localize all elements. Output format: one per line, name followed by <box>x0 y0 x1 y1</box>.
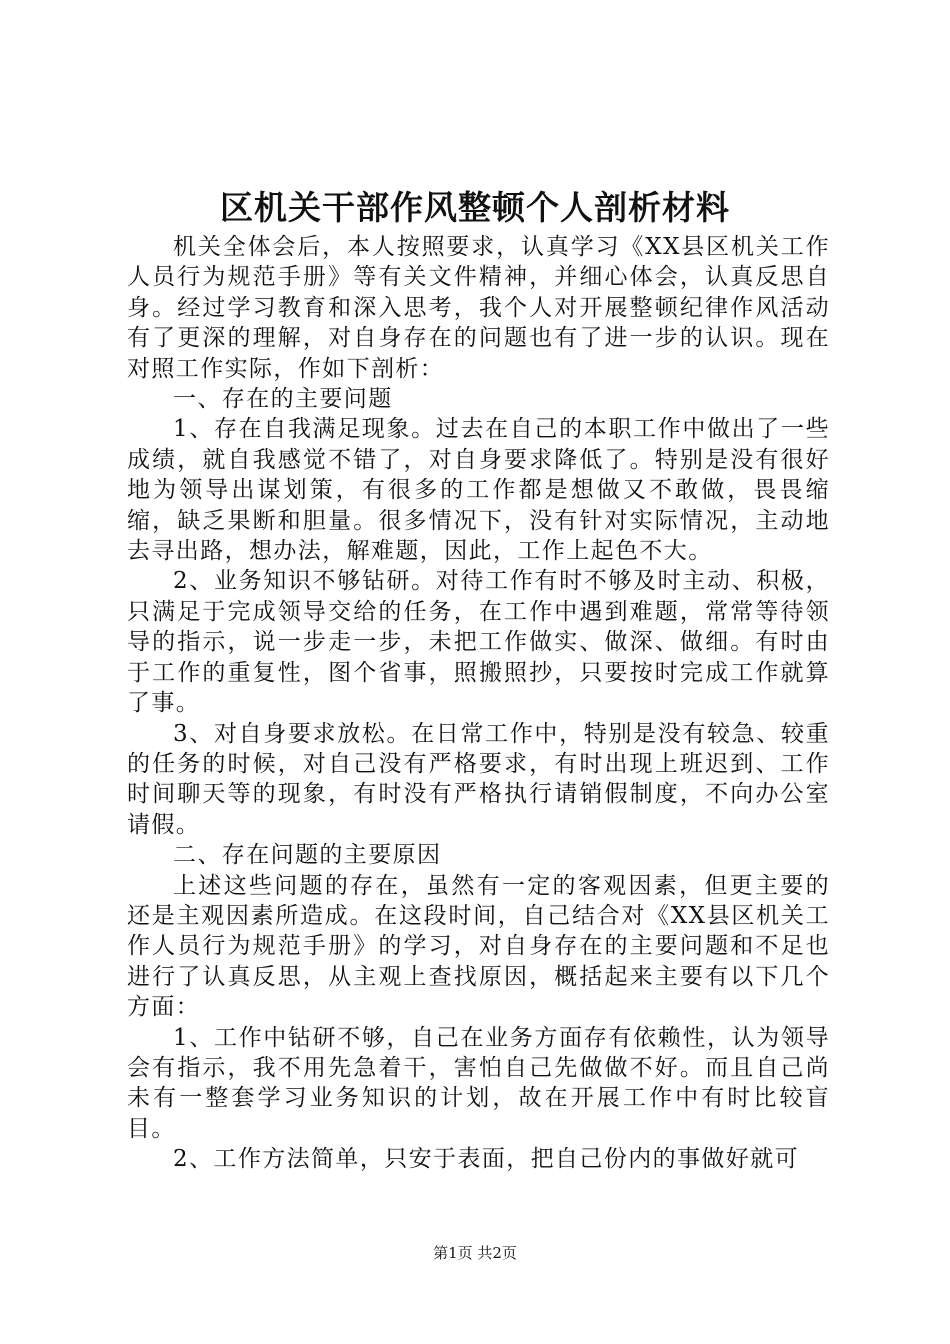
paragraph-problem-3: 3、对自身要求放松。在日常工作中，特别是没有较急、较重的任务的时候，对自己没有严格要求，有时出现上班迟到、工作时间聊天等的现象，有时没有严格执行请销假制度，不向办公室请假。 <box>127 720 830 838</box>
paragraph-cause-1: 1、工作中钻研不够，自己在业务方面存有依赖性，认为领导会有指示，我不用先急着干，害怕自己先做做不好。而且自己尚未有一整套学习业务知识的计划，故在开展工作中有时比较盲目。 <box>127 1024 830 1142</box>
paragraph-causes-intro: 上述这些问题的存在，虽然有一定的客观因素，但更主要的还是主观因素所造成。在这段时间，自己结合对《XX县区机关工作人员行为规范手册》的学习，对自身存在的主要问题和不足也进行了认真反思，从主观上查找原因，概括起来主要有以下几个方面： <box>127 872 830 1021</box>
document-title: 区机关干部作风整顿个人剖析材料 <box>220 188 730 227</box>
page-number-footer: 第1页 共2页 <box>433 1244 517 1262</box>
document-body <box>127 232 830 1175</box>
paragraph-intro: 机关全体会后，本人按照要求，认真学习《XX县区机关工作人员行为规范手册》等有关文件精神，并细心体会，认真反思自身。经过学习教育和深入思考，我个人对开展整顿纪律作风活动有了更深的理解，对自身存在的问题也有了进一步的认识。现在对照工作实际，作如下剖析： <box>127 234 830 382</box>
section-heading-causes: 二、存在问题的主要原因 <box>173 842 442 869</box>
paragraph-problem-1: 1、存在自我满足现象。过去在自己的本职工作中做出了一些成绩，就自我感觉不错了，对自身要求降低了。特别是没有很好地为领导出谋划策，有很多的工作都是想做又不敢做，畏畏缩缩，缺乏果断和胆量。很多情况下，没有针对实际情况，主动地去寻出路，想办法，解难题，因此，工作上起色不大。 <box>127 416 830 565</box>
section-heading-problems: 一、存在的主要问题 <box>173 386 393 413</box>
paragraph-cause-2: 2、工作方法简单，只安于表面，把自己份内的事做好就可 <box>173 1146 800 1173</box>
paragraph-problem-2: 2、业务知识不够钻研。对待工作有时不够及时主动、积极，只满足于完成领导交给的任务，在工作中遇到难题，常常等待领导的指示，说一步走一步，未把工作做实、做深、做细。有时由于工作的重复性，图个省事，照搬照抄，只要按时完成工作就算了事。 <box>127 568 830 717</box>
